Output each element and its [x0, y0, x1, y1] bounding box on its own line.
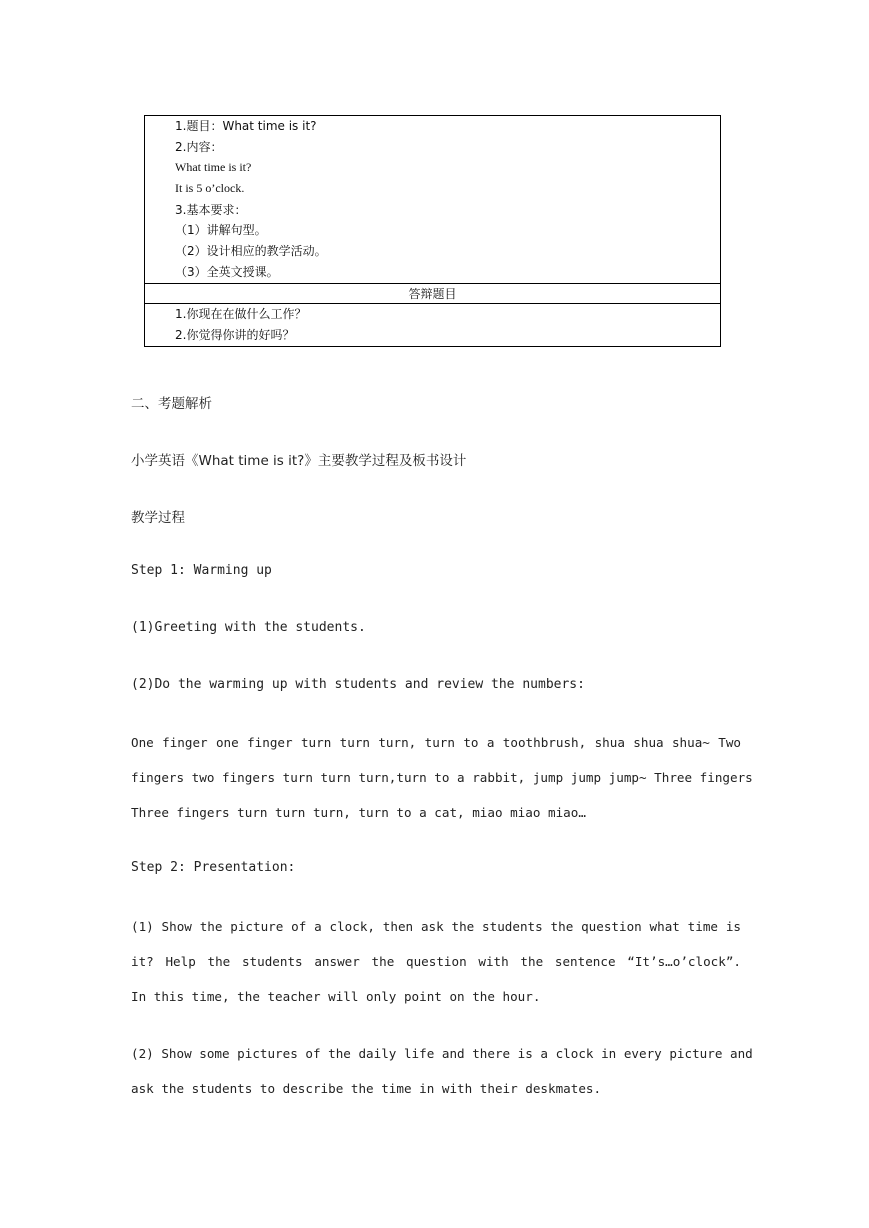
requirement-item: （2）设计相应的教学活动。: [175, 244, 327, 258]
paragraph-line: Three fingers turn turn turn, turn to a cat, miao miao miao…: [131, 805, 586, 820]
defense-questions-header: 答辩题目: [145, 284, 720, 304]
defense-question: 1.你现在在做什么工作？: [175, 307, 307, 321]
paragraph-line: (1) Show the picture of a clock, then ask the students the question what time is: [131, 919, 741, 934]
chant-paragraph: [131, 725, 753, 830]
requirement-item: （1）讲解句型。: [175, 223, 267, 237]
paragraph-line: In this time, the teacher will only point on the hour.: [131, 989, 541, 1004]
paragraph-line: One finger one finger turn turn turn, turn to a toothbrush, shua shua shua~ Two: [131, 735, 741, 750]
requirement-item: （3）全英文授课。: [175, 265, 279, 279]
question-content-line: It is 5 o’clock.: [175, 181, 245, 195]
requirements-label: 3.基本要求：: [175, 203, 247, 217]
question-title: 1.题目：What time is it?: [175, 119, 317, 133]
step1-heading: Step 1: Warming up: [131, 563, 272, 578]
step2-item2-paragraph: [131, 1036, 753, 1106]
defense-questions-section: [145, 304, 720, 346]
paragraph-line: (2) Show some pictures of the daily life and there is a clock in every picture and: [131, 1046, 753, 1061]
exam-question-table: [144, 115, 721, 347]
step2-item1-paragraph: [131, 909, 741, 1014]
paragraph-line: fingers two fingers turn turn turn,turn to a rabbit, jump jump jump~ Three fingers: [131, 770, 753, 785]
paragraph-line: it? Help the students answer the question with the sentence “It’s…o’clock”.: [131, 954, 741, 969]
question-content-line: What time is it?: [175, 160, 252, 174]
question-section: [145, 116, 720, 284]
paragraph-line: ask the students to describe the time in with their deskmates.: [131, 1081, 602, 1096]
section-heading: 二、考题解析: [131, 396, 212, 412]
step1-item: (2)Do the warming up with students and review the numbers:: [131, 677, 585, 692]
lesson-title: 小学英语《What time is it?》主要教学过程及板书设计: [131, 453, 467, 469]
question-content-label: 2.内容：: [175, 140, 223, 154]
process-heading: 教学过程: [131, 510, 185, 526]
step1-item: (1)Greeting with the students.: [131, 620, 366, 635]
step2-heading: Step 2: Presentation:: [131, 860, 296, 875]
defense-question: 2.你觉得你讲的好吗？: [175, 328, 295, 342]
